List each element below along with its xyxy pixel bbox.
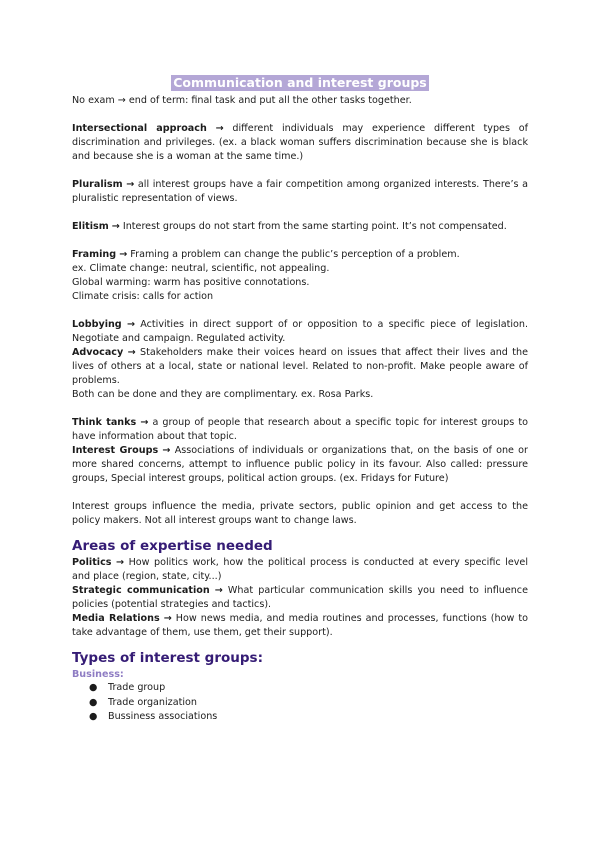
term-label: Intersectional approach [72,123,207,134]
arrow-glyph: → [140,417,149,428]
definition-text: Interest groups do not start from the same starting point. It’s not compensated. [119,221,507,232]
types-heading: Types of interest groups: [72,650,263,666]
definition-intersectional [72,122,528,164]
definition-interest-groups [72,444,528,486]
term-label: Advocacy [72,347,124,358]
framing-example: Climate crisis: calls for action [72,291,214,302]
list-item-label: Bussiness associations [108,711,218,722]
framing-example: ex. Climate change: neutral, scientific, not appealing. [72,263,330,274]
areas-heading: Areas of expertise needed [72,538,273,554]
page-title: Communication and interest groups [173,75,427,90]
definition-lobbying [72,318,528,346]
definition-text: Framing a problem can change the public’s perception of a problem. [127,249,460,260]
area-item-strategic-communication [72,584,528,612]
definition-text: How politics work, how the political process is conducted at every specific level and place (region, state, city...) [72,557,528,582]
term-label: Interest Groups [72,445,159,456]
arrow-glyph: → [111,221,120,232]
bullet-icon: ● [89,696,98,708]
arrow-glyph: → [119,249,128,260]
definition-text: all interest groups have a fair competition among organized interests. There’s a pluralistic representation of views. [72,179,528,204]
bullet-icon: ● [89,682,98,693]
definition-text: a group of people that research about a specific topic for interest groups to have information about that topic. [72,417,528,442]
definition-think-tanks [72,416,528,444]
arrow-glyph: → [163,613,172,624]
intro-line: No exam → end of term: final task and put all the other tasks together. [72,95,412,106]
arrow-glyph: → [127,347,136,358]
area-item-politics [72,556,528,584]
business-list [72,681,528,725]
definition-text: How news media, and media routines and processes, functions (how to take advantage of them, use them, get their support). [72,613,528,638]
definition-text: What particular communication skills you need to influence policies (potential strategies and tactics). [72,585,528,610]
framing-example: Global warming: warm has positive connotations. [72,277,310,288]
definition-text: different individuals may experience different types of discrimination and privileges. (ex. a black woman suffers discrimination because she is black and because she is a woman at the same time.) [72,123,528,162]
term-label: Strategic communication [72,585,210,596]
definition-elitism [72,220,528,234]
list-item [89,681,528,696]
term-label: Lobbying [72,319,122,330]
arrow-glyph: → [126,319,135,330]
definition-text: Stakeholders make their voices heard on issues that affect their lives and the lives of others at a local, state or national level. Related to non-profit. Make people aware of problems. [72,347,528,386]
definition-text: Activities in direct support of or opposition to a specific piece of legislation. Negotiate and campaign. Regulated activity. [72,319,528,344]
definition-advocacy [72,346,528,388]
term-label: Politics [72,557,112,568]
arrow-glyph: → [215,123,224,134]
term-label: Think tanks [72,417,137,428]
list-item-label: Trade organization [108,696,197,708]
both-line: Both can be done and they are complimentary. ex. Rosa Parks. [72,389,374,400]
arrow-glyph: → [214,585,223,596]
definition-pluralism [72,178,528,206]
arrow-glyph: → [126,179,135,190]
list-item-label: Trade group [108,682,166,693]
term-label: Elitism [72,221,109,232]
influence-paragraph: Interest groups influence the media, private sectors, public opinion and get access to the policy makers. Not all interest groups want to change laws. [72,501,528,526]
business-subheading: Business: [72,669,124,680]
term-label: Media Relations [72,613,160,624]
arrow-glyph: → [116,557,125,568]
list-item [89,696,528,711]
area-item-media-relations [72,612,528,640]
arrow-glyph: → [162,445,171,456]
bullet-icon: ● [89,711,98,722]
term-label: Pluralism [72,179,123,190]
definition-framing [72,248,528,262]
definition-text: Associations of individuals or organizations that, on the basis of one or more shared concerns, attempt to influence public policy in its favour. Also called: pressure groups, Special interest groups, political action groups. (ex. Fridays for Future) [72,445,528,484]
list-item [89,710,528,725]
term-label: Framing [72,249,117,260]
